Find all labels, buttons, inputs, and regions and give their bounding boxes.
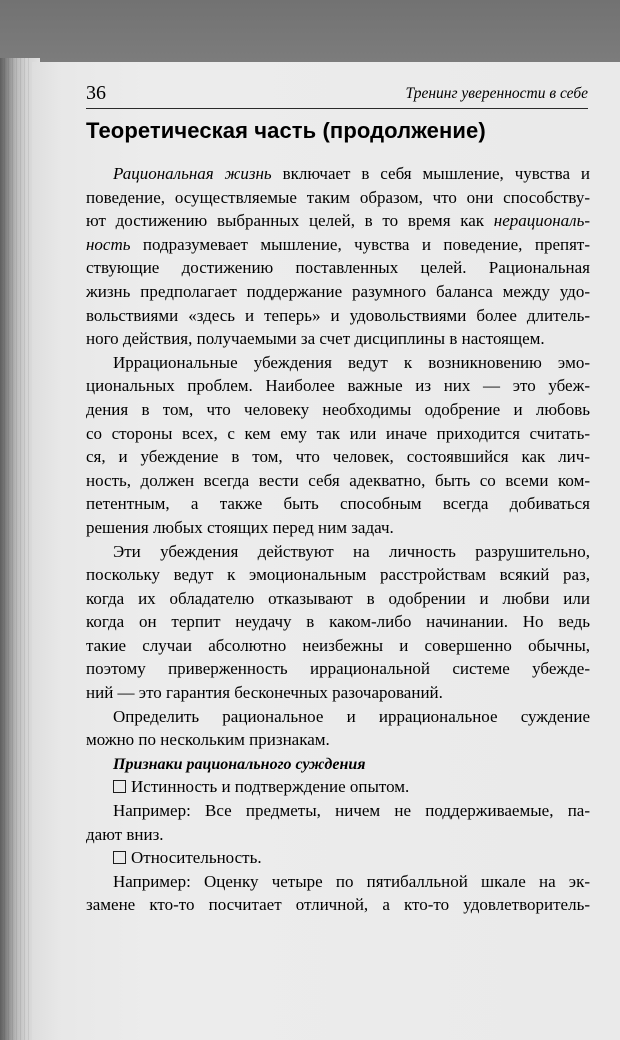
text-line (86, 587, 590, 611)
text-line-content: поведение, осуществляемые таким образом, что они способству- (86, 187, 590, 207)
checklist-item-label: Относительность. (131, 848, 262, 868)
checklist-item (86, 775, 590, 799)
text-line (86, 186, 590, 210)
text-line (86, 728, 590, 752)
text-line-content: петентным, а также быть способным всегда добиваться (86, 494, 590, 514)
text-line-content: вольствиями «здесь и теперь» и удовольствиями более длитель- (86, 305, 590, 325)
subheading: Признаки рационального суждения (113, 755, 366, 773)
text-line (86, 469, 590, 493)
top-shadow (0, 0, 620, 62)
text-line (86, 870, 590, 894)
text-line-content: дают вниз. (86, 824, 164, 844)
text-line-content: дения в том, что человеку необходимы одобрение и любовь (86, 399, 590, 419)
text-line (86, 445, 590, 469)
checklist-item (86, 846, 590, 870)
page-edges (4, 58, 30, 1040)
page-number: 36 (86, 82, 106, 104)
text-line (86, 374, 590, 398)
text-line (86, 398, 590, 422)
text-line-content: Эти убеждения действуют на личность разрушительно, (113, 541, 590, 561)
text-line (86, 705, 590, 729)
section-heading: Теоретическая часть (продолжение) (86, 118, 486, 143)
checkbox-icon (113, 780, 126, 793)
checkbox-icon (113, 851, 126, 864)
text-line-content: ного действия, получаемыми за счет дисциплины в настоящем. (86, 329, 545, 349)
text-line (86, 563, 590, 587)
checklist-item-label: Истинность и подтверждение опытом. (131, 777, 410, 797)
text-line-content: поскольку ведут к эмоциональным расстройствам всякий раз, (86, 565, 590, 585)
text-line-content: циональных проблем. Наиболее важные из них — это убеж- (86, 376, 590, 396)
text-line (86, 256, 590, 280)
text-line (86, 681, 590, 705)
text-line-content: Например: Оценку четыре по пятибалльной шкале на эк- (113, 871, 590, 891)
text-line (86, 304, 590, 328)
text-line (86, 657, 590, 681)
subheading-line (86, 752, 590, 776)
text-line (86, 280, 590, 304)
text-line-content: подразумевает мышление, чувства и поведение, препят- (130, 234, 590, 254)
text-line-content: жизнь предполагает поддержание разумного баланса между удо- (86, 281, 590, 301)
text-line-content: Например: Все предметы, ничем не поддерживаемые, па- (113, 801, 590, 821)
text-line-content: включает в себя мышление, чувства и (271, 164, 590, 183)
text-line (86, 610, 590, 634)
text-line-content: решения любых стоящих перед ним задач. (86, 517, 394, 537)
text-line-content: замене кто-то посчитает отличной, а кто-то удовлетворитель- (86, 895, 590, 915)
text-line-content: поэтому приверженность иррациональной системе убежде- (86, 659, 590, 679)
text-line-content: со стороны всех, с кем ему так или иначе приходится считать- (86, 423, 590, 443)
text-line-italic-start: ность (86, 234, 131, 254)
text-line (86, 351, 590, 375)
text-line (86, 492, 590, 516)
text-line (86, 893, 590, 917)
text-line-content: Определить рациональное и иррациональное суждение (113, 706, 590, 726)
text-line-content: когда их обладателю отказывают в одобрении и любви или (86, 588, 590, 608)
text-line-content: ствующие достижению поставленных целей. Рациональная (86, 258, 590, 278)
text-line-content: ность, должен всегда вести себя адекватно, быть со всеми ком- (86, 470, 590, 490)
text-line-content: ся, и убеждение в том, что человек, состоявшийся как лич- (86, 447, 590, 467)
text-line (86, 634, 590, 658)
text-line-italic-start: Рациональная жизнь (113, 164, 272, 183)
text-line (86, 327, 590, 351)
text-line-content: такие случаи абсолютно неизбежны и совершенно обычны, (86, 635, 590, 655)
page-header (86, 82, 588, 109)
text-line (86, 516, 590, 540)
text-line-content: Иррациональные убеждения ведут к возникновению эмо- (113, 352, 590, 372)
text-line (86, 540, 590, 564)
text-line (86, 233, 590, 257)
text-line-italic-end: нерациональ- (493, 211, 590, 231)
text-line (86, 823, 590, 847)
text-line (86, 422, 590, 446)
text-line-content: ний — это гарантия бесконечных разочарований. (86, 683, 443, 703)
text-line (86, 162, 590, 186)
text-line-content: ют достижению выбранных целей, в то время как (86, 211, 494, 231)
text-line-content: можно по нескольким признакам. (86, 730, 330, 750)
text-line (86, 209, 590, 233)
body-text (86, 162, 590, 917)
text-line-content: когда он терпит неудачу в каком-либо начинании. Но ведь (86, 612, 590, 632)
running-title: Тренинг уверенности в себе (405, 85, 588, 102)
text-line (86, 799, 590, 823)
